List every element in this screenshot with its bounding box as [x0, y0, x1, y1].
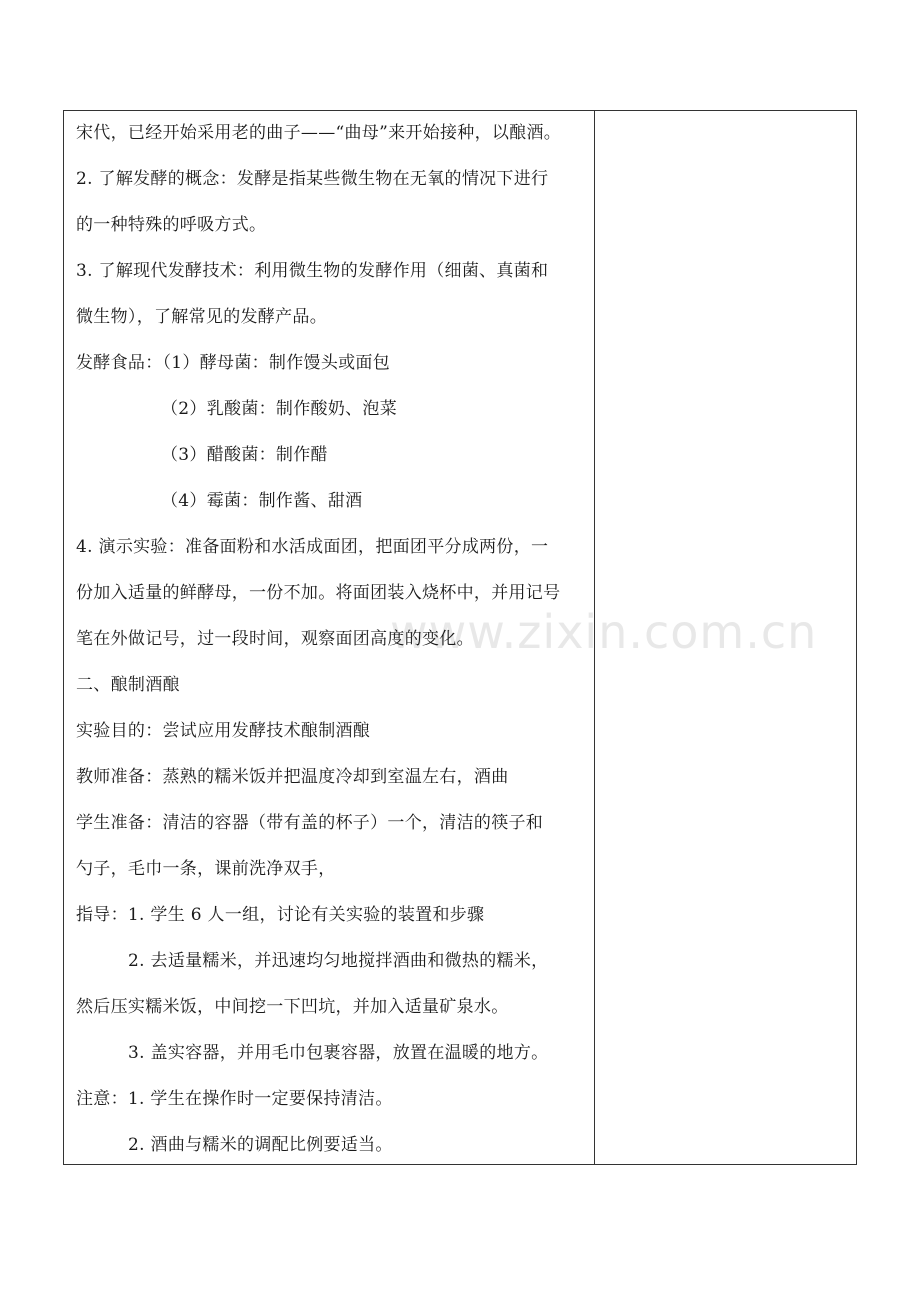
- main-content-cell: [64, 111, 594, 1164]
- text-line: 实验目的：尝试应用发酵技术酿制酒酿: [76, 721, 371, 741]
- text-line: 4. 演示实验：准备面粉和水活成面团，把面团平分成两份，一: [76, 537, 549, 557]
- text-line: （2）乳酸菌：制作酸奶、泡菜: [161, 399, 398, 419]
- text-line: 学生准备：清洁的容器（带有盖的杯子）一个，清洁的筷子和: [76, 813, 544, 833]
- text-line: 教师准备：蒸熟的糯米饭并把温度冷却到室温左右，酒曲: [76, 767, 509, 787]
- content-table: [63, 110, 857, 1165]
- text-line: 2. 酒曲与糯米的调配比例要适当。: [128, 1135, 393, 1155]
- text-line: 笔在外做记号，过一段时间，观察面团高度的变化。: [76, 629, 474, 649]
- text-line: 的一种特殊的呼吸方式。: [76, 215, 267, 235]
- text-line: 2. 了解发酵的概念：发酵是指某些微生物在无氧的情况下进行: [76, 169, 549, 189]
- section-heading: 二、酿制酒酿: [76, 675, 180, 695]
- notes-cell: [595, 111, 856, 1164]
- text-line: 份加入适量的鲜酵母，一份不加。将面团装入烧杯中，并用记号: [76, 583, 561, 603]
- text-line: （3）醋酸菌：制作醋: [161, 445, 328, 465]
- text-line: 然后压实糯米饭，中间挖一下凹坑，并加入适量矿泉水。: [76, 997, 509, 1017]
- text-line: 2. 去适量糯米，并迅速均匀地搅拌酒曲和微热的糯米，: [128, 951, 549, 971]
- watermark-text: www.zixin.com.cn: [390, 605, 818, 659]
- text-line: 3. 了解现代发酵技术：利用微生物的发酵作用（细菌、真菌和: [76, 261, 549, 281]
- text-line: （4）霉菌：制作酱、甜酒: [161, 491, 363, 511]
- text-line: 勺子，毛巾一条，课前洗净双手，: [76, 859, 336, 879]
- text-line: 发酵食品：（1）酵母菌：制作馒头或面包: [76, 353, 391, 373]
- text-line: 指导：1. 学生 6 人一组，讨论有关实验的装置和步骤: [76, 905, 485, 925]
- text-line: 注意：1. 学生在操作时一定要保持清洁。: [76, 1089, 393, 1109]
- text-line: 3. 盖实容器，并用毛巾包裹容器，放置在温暖的地方。: [128, 1043, 549, 1063]
- text-line: 微生物），了解常见的发酵产品。: [76, 307, 327, 327]
- text-line: 宋代，已经开始采用老的曲子——“曲母”来开始接种，以酿酒。: [76, 123, 562, 143]
